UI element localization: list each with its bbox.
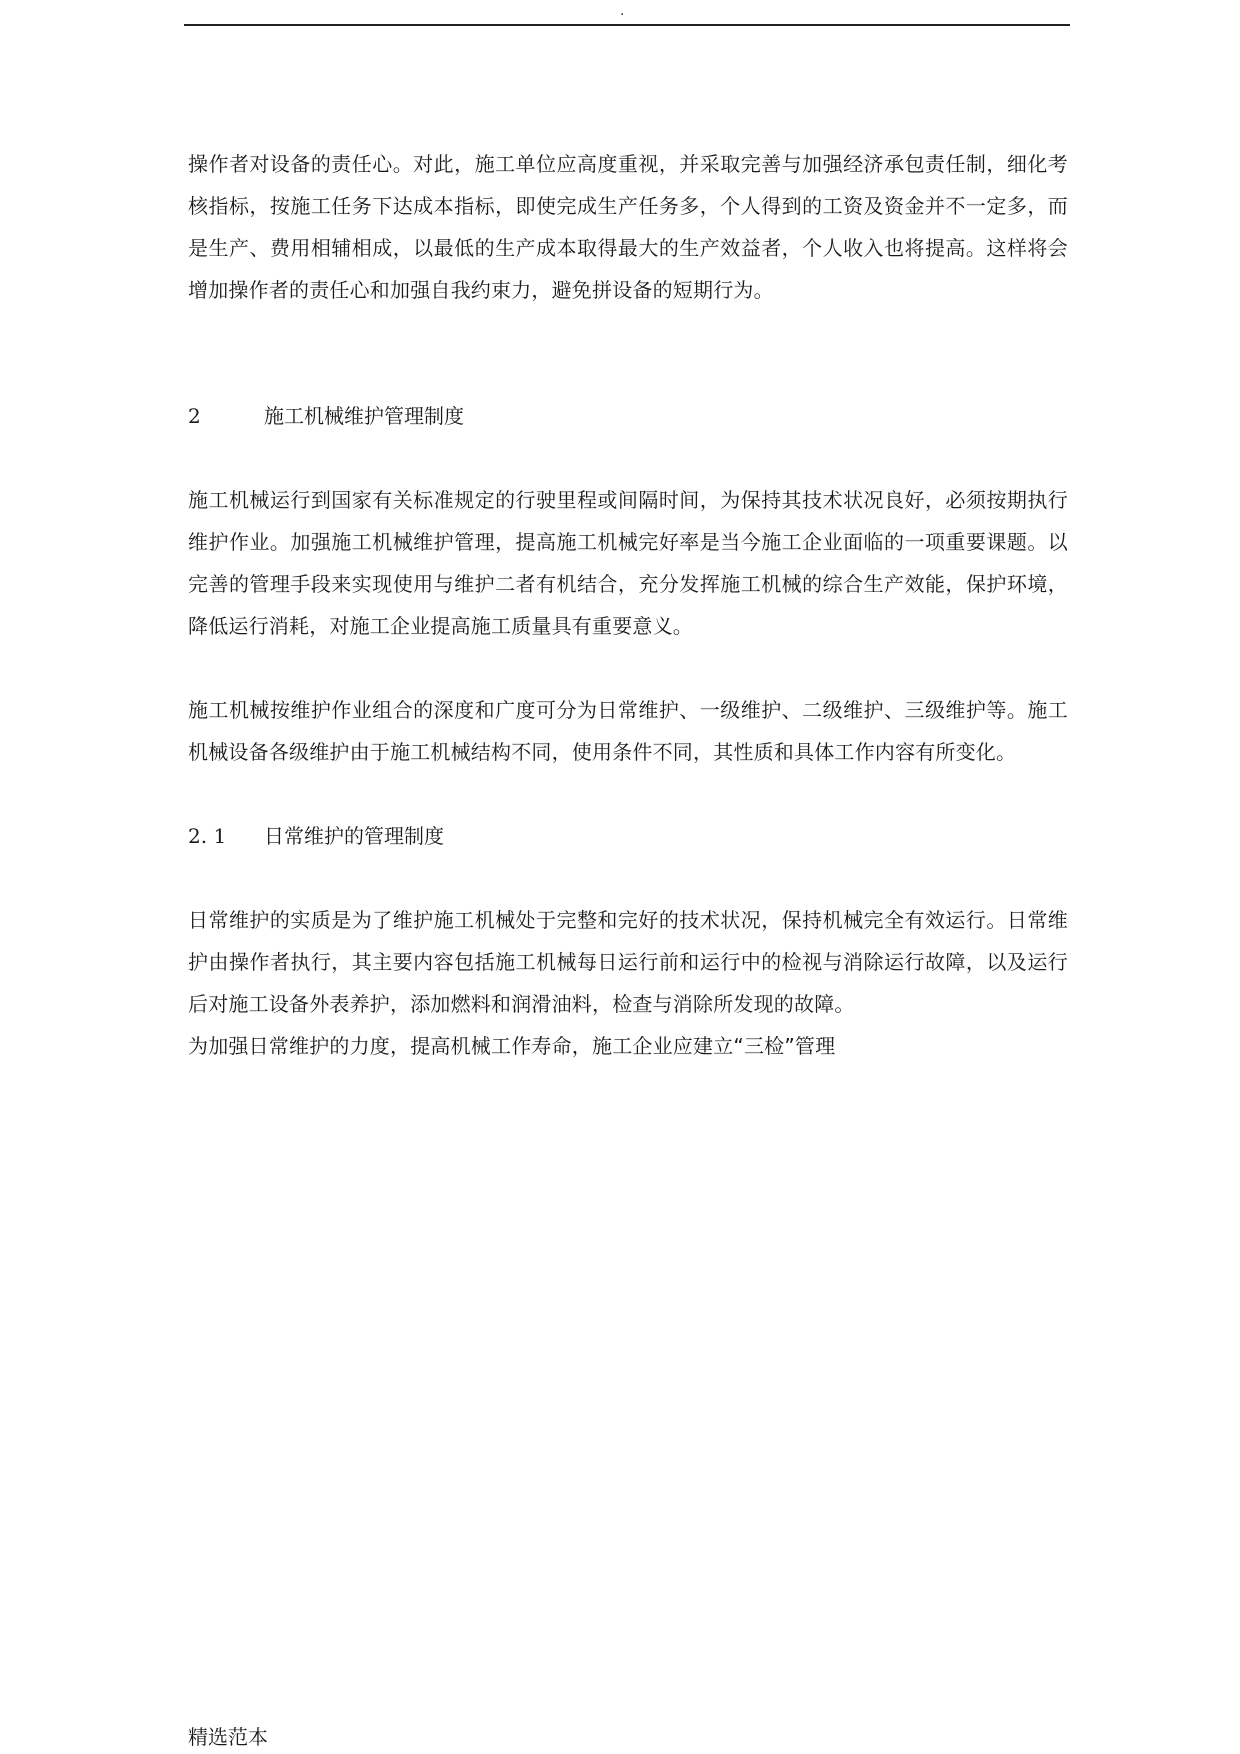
section-title: 施工机械维护管理制度 — [264, 404, 464, 428]
section-number: 2 — [188, 404, 201, 428]
paragraph-maintenance-levels: 施工机械按维护作业组合的深度和广度可分为日常维护、一级维护、二级维护、三级维护等。施工机械设备各级维护由于施工机械结构不同，使用条件不同，其性质和具体工作内容有所变化。 — [188, 698, 1068, 764]
spacer — [188, 311, 1068, 395]
section-heading-2 — [188, 395, 1068, 437]
section-title: 日常维护的管理制度 — [264, 824, 444, 848]
paragraph-three-checks: 为加强日常维护的力度，提高机械工作寿命，施工企业应建立“三检”管理 — [188, 1034, 836, 1058]
spacer — [188, 857, 1068, 899]
section-heading-2-1 — [188, 815, 1068, 857]
paragraph-responsibility: 操作者对设备的责任心。对此，施工单位应高度重视，并采取完善与加强经济承包责任制，细化考核指标，按施工任务下达成本指标，即使完成生产任务多，个人得到的工资及资金并不一定多，而是生产、费用相辅相成，以最低的生产成本取得最大的生产效益者，个人收入也将提高。这样将会增加操作者的责任心和加强自我约束力，避免拼设备的短期行为。 — [188, 152, 1068, 302]
page-footer: 精选范本 — [188, 1725, 268, 1749]
paragraph-maintenance-intro: 施工机械运行到国家有关标准规定的行驶里程或间隔时间，为保持其技术状况良好，必须按期执行维护作业。加强施工机械维护管理，提高施工机械完好率是当今施工企业面临的一项重要课题。以完善的管理手段来实现使用与维护二者有机结合，充分发挥施工机械的综合生产效能，保护环境，降低运行消耗，对施工企业提高施工质量具有重要意义。 — [188, 488, 1068, 638]
header-mark: . — [620, 3, 625, 19]
section-number: 2. 1 — [188, 824, 227, 848]
document-body — [188, 143, 1068, 1067]
header-rule — [184, 24, 1070, 26]
spacer — [188, 773, 1068, 815]
paragraph-daily-maintenance: 日常维护的实质是为了维护施工机械处于完整和完好的技术状况，保持机械完全有效运行。日常维护由操作者执行，其主要内容包括施工机械每日运行前和运行中的检视与消除运行故障，以及运行后对施工设备外表养护，添加燃料和润滑油料，检查与消除所发现的故障。 — [188, 908, 1068, 1016]
spacer — [188, 437, 1068, 479]
spacer — [188, 647, 1068, 689]
